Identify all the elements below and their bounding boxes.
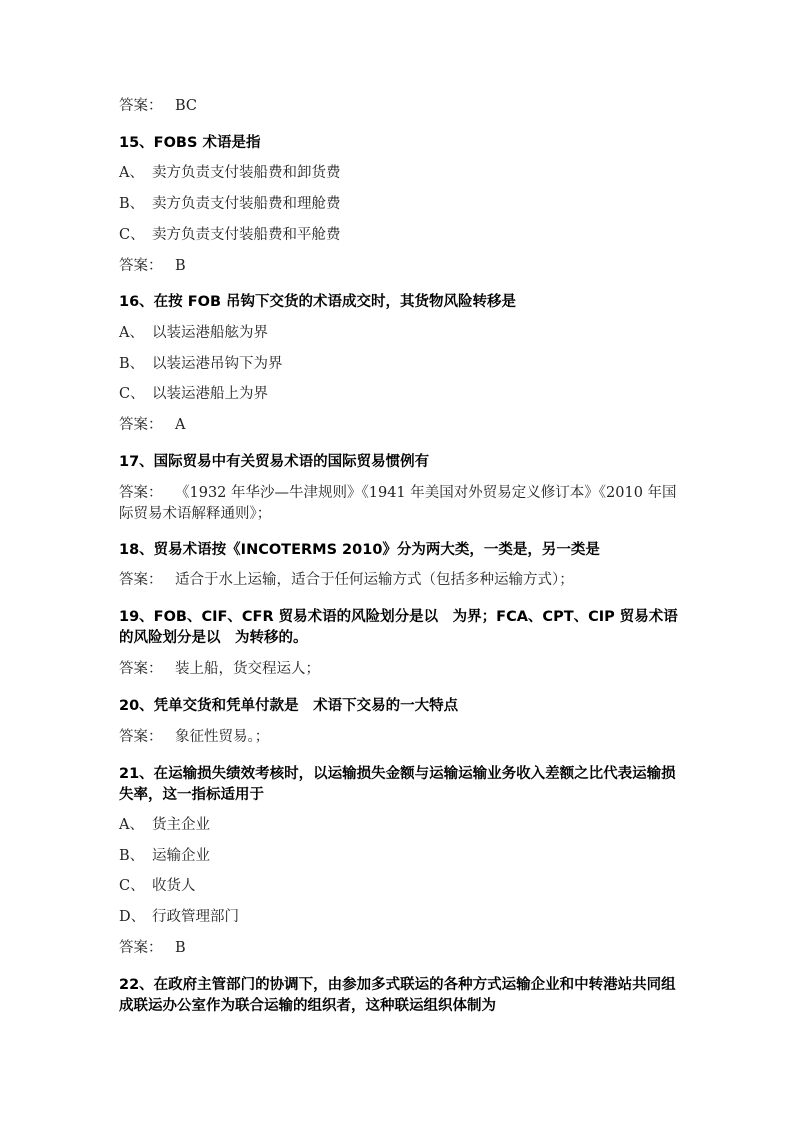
option-line: B、 以装运港吊钩下为界 (119, 356, 283, 372)
question-15: 15、FOBS 术语是指 (119, 135, 261, 151)
answer-line: 答案： 《1932 年华沙—牛津规则》《1941 年美国对外贸易定义修订本》《2010 年国际贸易术语解释通则》； (119, 485, 677, 522)
question-21: 21、在运输损失绩效考核时，以运输损失金额与运输运输业务收入差额之比代表运输损失率，这一指标适用于 (119, 766, 676, 803)
answer-line: 答案： A (119, 417, 186, 433)
option-line: D、 行政管理部门 (119, 909, 239, 925)
option-line: C、 卖方负责支付装船费和平舱费 (119, 227, 341, 243)
answer-line: 答案： 适合于水上运输，适合于任何运输方式（包括多种运输方式）； (119, 572, 574, 588)
answer-line: 答案： 装上船，货交程运人； (119, 661, 320, 677)
option-line: C、 收货人 (119, 878, 196, 894)
question-22: 22、在政府主管部门的协调下，由参加多式联运的各种方式运输企业和中转港站共同组成联运办公室作为联合运输的组织者，这种联运组织体制为 (119, 977, 676, 1014)
question-20: 20、凭单交货和凭单付款是 术语下交易的一大特点 (119, 698, 459, 714)
answer-line: 答案： BC (119, 98, 198, 114)
option-line: A、 货主企业 (119, 817, 210, 833)
option-line: A、 卖方负责支付装船费和卸货费 (119, 165, 341, 181)
option-line: B、 运输企业 (119, 848, 210, 864)
question-16: 16、在按 FOB 吊钩下交货的术语成交时，其货物风险转移是 (119, 294, 517, 310)
option-line: C、 以装运港船上为界 (119, 386, 268, 402)
option-line: B、 卖方负责支付装船费和理舱费 (119, 196, 341, 212)
answer-line: 答案： B (119, 258, 186, 274)
option-line: A、 以装运港船舷为界 (119, 325, 268, 341)
answer-line: 答案： 象征性贸易。； (119, 729, 270, 745)
answer-line: 答案： B (119, 940, 186, 956)
question-17: 17、国际贸易中有关贸易术语的国际贸易惯例有 (119, 454, 430, 470)
question-19: 19、FOB、CIF、CFR 贸易术语的风险划分是以 为界；FCA、CPT、CIP 贸易术语的风险划分是以 为转移的。 (119, 609, 678, 646)
question-18: 18、贸易术语按《INCOTERMS 2010》分为两大类，一类是，另一类是 (119, 542, 600, 558)
